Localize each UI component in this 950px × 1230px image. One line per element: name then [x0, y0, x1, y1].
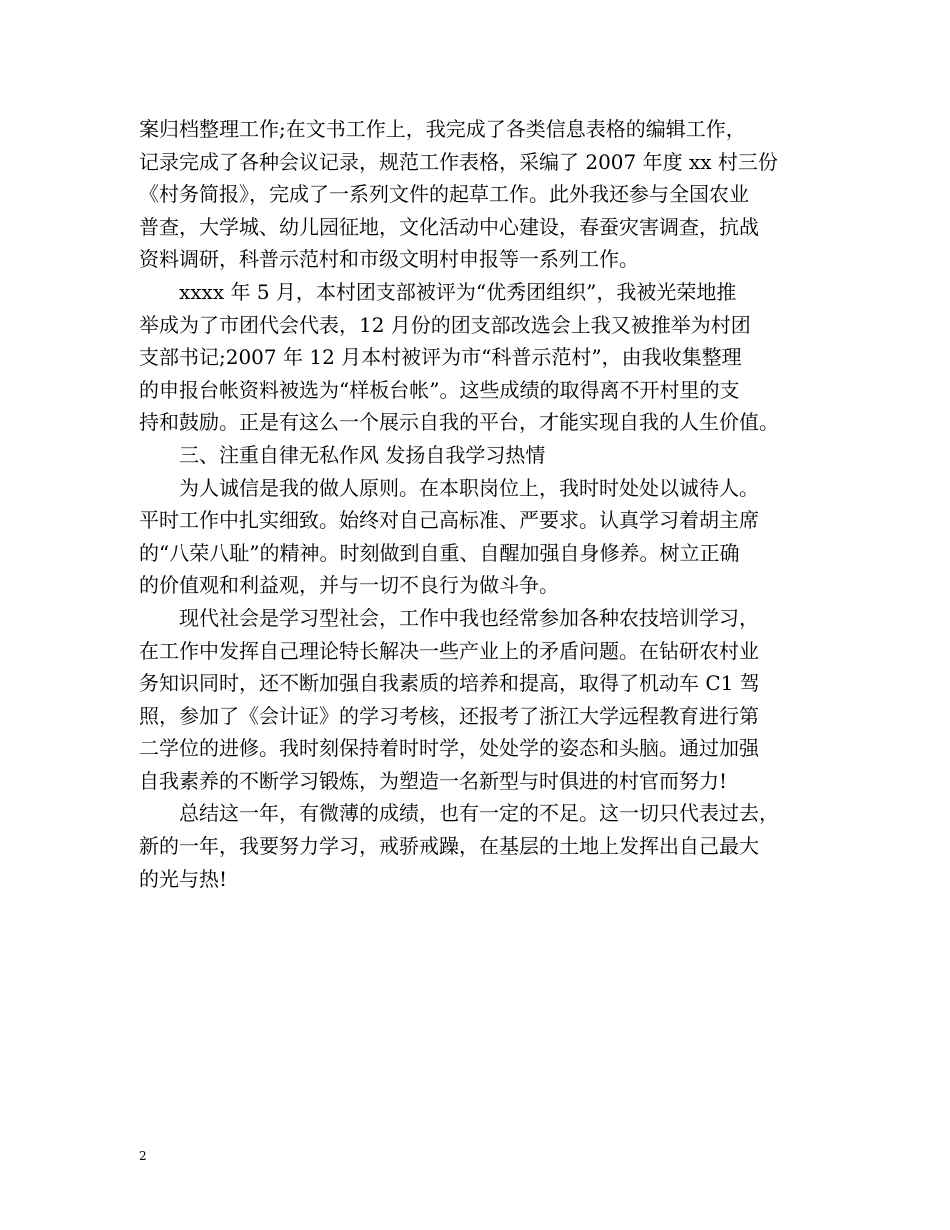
text-line: 照，参加了《会计证》的学习考核，还报考了浙江大学远程教育进行第	[139, 703, 759, 728]
text-line: 的申报台帐资料被选为“样板台帐”。这些成绩的取得离不开村里的支	[139, 377, 740, 402]
text-line: 《村务简报》，完成了一系列文件的起草工作。此外我还参与全国农业	[139, 182, 749, 207]
text-line: 平时工作中扎实细致。始终对自己高标准、严要求。认真学习着胡主席	[139, 508, 759, 533]
text-line: 支部书记;2007 年 12 月本村被评为市“科普示范村”，由我收集整理	[139, 345, 742, 370]
text-line: 案归档整理工作;在文书工作上，我完成了各类信息表格的编辑工作，	[139, 117, 746, 141]
text-line: 记录完成了各种会议记录，规范工作表格，采编了 2007 年度 xx 村三份	[139, 149, 778, 174]
text-line: 新的一年，我要努力学习，戒骄戒躁，在基层的土地上发挥出自己最大	[139, 834, 759, 859]
text-line: 的“八荣八耻”的精神。时刻做到自重、自醒加强自身修养。树立正确	[139, 540, 740, 565]
text-line: 务知识同时，还不断加强自我素质的培养和提高，取得了机动车 C1 驾	[139, 671, 760, 696]
text-line: 在工作中发挥自己理论特长解决一些产业上的矛盾问题。在钻研农村业	[139, 638, 759, 663]
text-line: 普查，大学城、幼儿园征地，文化活动中心建设，春蚕灾害调查，抗战	[139, 214, 759, 239]
text-line: 的光与热!	[139, 866, 228, 891]
page-number: 2	[139, 1149, 147, 1163]
text-line: 总结这一年，有微薄的成绩，也有一定的不足。这一切只代表过去，	[179, 801, 779, 826]
text-line: 自我素养的不断学习锻炼，为塑造一名新型与时俱进的村官而努力!	[139, 768, 728, 793]
text-line: 持和鼓励。正是有这么一个展示自我的平台，才能实现自我的人生价值。	[139, 410, 779, 435]
text-line: 资料调研，科普示范村和市级文明村申报等一系列工作。	[139, 247, 639, 272]
text-line: 现代社会是学习型社会，工作中我也经常参加各种农技培训学习，	[179, 605, 759, 630]
text-line: 的价值观和利益观，并与一切不良行为做斗争。	[139, 573, 559, 598]
text-line: 三、注重自律无私作风 发扬自我学习热情	[179, 442, 546, 467]
text-line: xxxx 年 5 月，本村团支部被评为“优秀团组织”，我被光荣地推	[179, 279, 737, 304]
text-line: 举成为了市团代会代表，12 月份的团支部改选会上我又被推举为村团	[139, 312, 751, 337]
text-line: 为人诚信是我的做人原则。在本职岗位上，我时时处处以诚待人。	[179, 475, 759, 500]
body-text	[139, 113, 839, 895]
text-line: 二学位的进修。我时刻保持着时时学，处处学的姿态和头脑。通过加强	[139, 736, 759, 761]
